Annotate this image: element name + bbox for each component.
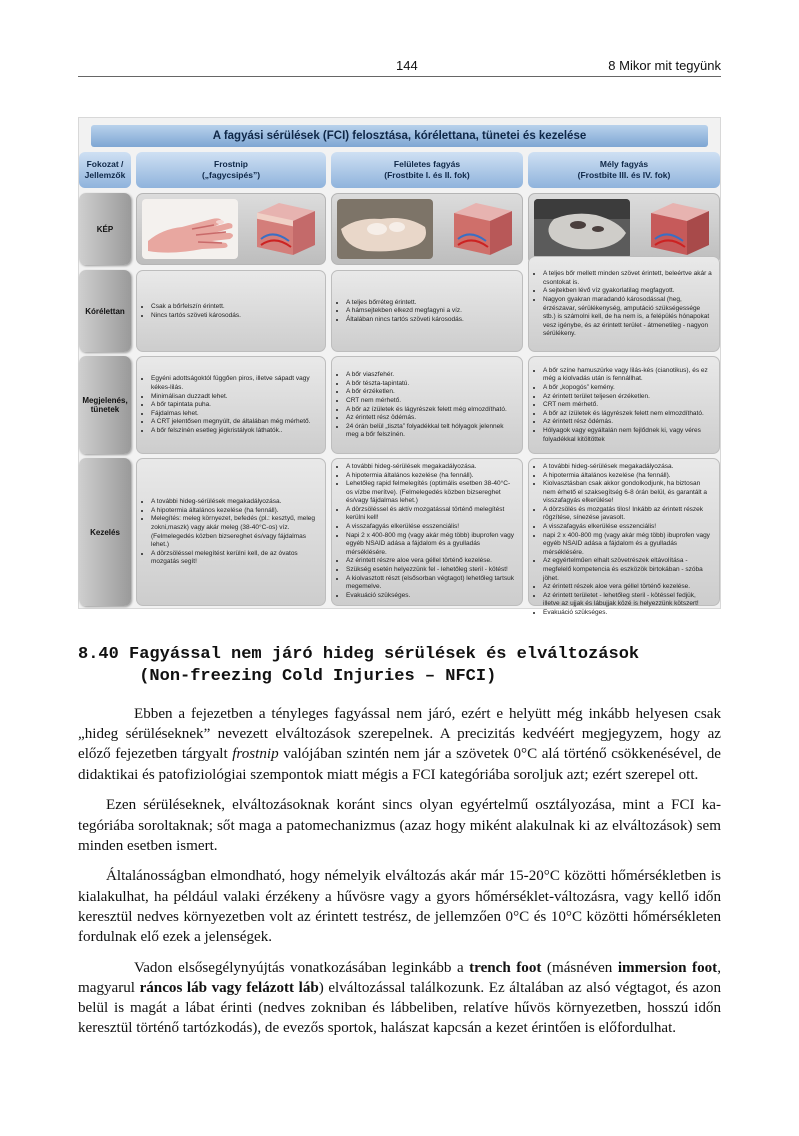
superficial-frostbite-photo <box>337 199 433 259</box>
section-heading <box>78 644 639 688</box>
fci-table-figure <box>78 117 721 616</box>
bullet-item: • A dörzsöléssel melegítést kerülni kell, de az óvatos mozgatás segít! <box>151 550 319 567</box>
page-header <box>78 54 721 77</box>
section-heading-line1: 8.40 Fagyással nem járó hideg sérülések és elváltozások <box>78 645 640 664</box>
bullet-item: • A visszafagyás elkerülése esszenciális! <box>543 523 713 532</box>
bullet-item: • A bőr az ízületek és lágyrészek felett nem elmozdítható. <box>543 410 713 419</box>
bullet-list <box>338 299 464 325</box>
bullet-item: • A hipotermia általános kezelése (ha fennáll). <box>346 472 516 481</box>
bullet-item: • Evakuáció szükséges. <box>543 609 713 618</box>
bullet-item: • Szükség esetén helyezzünk fel - lehetőleg steril - kötést! <box>346 566 516 575</box>
row-label-symptoms-line1: Megjelenés, <box>82 396 128 405</box>
symptoms-superficial <box>331 356 523 454</box>
column-header-line1: Frostnip <box>214 159 248 170</box>
bullet-item: • CRT nem mérhető. <box>543 401 713 410</box>
image-cell-deep <box>528 193 720 265</box>
bullet-item: • napi 2 x 400-800 mg (vagy akár még több) ibuprofen vagy egyéb NSAID adása a fájdalom és a gyulladás mérséklésére. <box>543 532 713 558</box>
paragraph: Ezen sérüléseknek, elváltozásoknak koránt sincs olyan egyértelmű osztályozása, mint a FCI kategóriába soroltaknak; sőt maga a patomechanizmus (azaz hogy miként alakulnak ki az elváltozások) sem minden esetben ismert. <box>78 797 721 854</box>
bullet-item: • Nincs tartós szöveti károsodás. <box>151 312 241 321</box>
column-header-line1: Felületes fagyás <box>393 159 461 170</box>
text-run: Vadon elsősegélynyújtás vonatkozásában leginkább a <box>134 959 470 976</box>
bullet-item: • A hámsejtekben elkezd megfagyni a víz. <box>346 307 464 316</box>
text-run: (másnéven <box>541 959 618 976</box>
bold-term: immersion foot <box>617 959 718 976</box>
symptoms-frostnip <box>136 356 326 454</box>
bullet-item: • A dörzsöléssel és aktív mozgatással történő melegítést kerülni kell! <box>346 506 516 523</box>
column-header-frostnip <box>136 152 326 188</box>
body-text <box>78 704 721 1049</box>
column-header-line2: („fagycsipés”) <box>201 170 261 180</box>
bullet-item: • Fájdalmas lehet. <box>151 410 319 419</box>
bullet-item: • Lehetőleg rapid felmelegítés (optimális esetben 38-40°C-os vízbe merítve). (Felmelegedés közben bizsereghet és/vagy fájdalmas lehet.) <box>346 480 516 506</box>
bullet-item: • A CRT jelentősen megnyúlt, de általában még mérhető. <box>151 418 319 427</box>
bullet-item: • A további hideg-sérülések megakadályozása. <box>346 463 516 472</box>
bullet-list <box>338 463 516 600</box>
treatment-superficial <box>331 458 523 606</box>
image-cell-superficial <box>331 193 523 265</box>
bullet-item: • Melegítés: meleg környezet, befedés (pl.: kesztyű, meleg zokni,maszk) vagy akár meleg (38-40°C-os) víz. (Felmelegedés közben bizsereghet és/vagy fájdalmas lehet.) <box>151 515 319 549</box>
text-run: , magyarul <box>78 959 721 996</box>
bullet-item: • Az egyértelműen elhalt szövetrészek eltávolítása - megfelelő kompetencia és eszközök birtokában - szóba jöhet. <box>543 557 713 583</box>
bullet-list <box>535 367 713 444</box>
bullet-item: • Csak a bőrfelszín érintett. <box>151 303 241 312</box>
bullet-item: • A hipotermia általános kezelése (ha fennáll). <box>151 507 319 516</box>
pathophysiology-superficial <box>331 270 523 352</box>
column-header-superficial <box>331 152 523 188</box>
symptoms-deep <box>528 356 720 454</box>
row-label-image: KÉP <box>79 193 131 265</box>
bullet-item: • Az érintett részek aloe vera géllel történő kezelése. <box>543 583 713 592</box>
text-run: valójában szintén nem jár a szövetek 0°C alá történő csökkenésével, de didaktikai és patofiziológiai szempontok miatt mégis a FCI kategóriába soroljuk azt; ezért szerepel ott. <box>78 746 721 783</box>
row-label-symptoms-line2: tünetek <box>90 405 120 414</box>
bullet-item: • Hólyagok vagy egyáltalán nem fejlődnek ki, vagy véres folyadékkal kitöltöttek <box>543 427 713 444</box>
bullet-item: • A bőr tészta-tapintatú. <box>346 380 516 389</box>
figure-title: A fagyási sérülések (FCI) felosztása, kórélettana, tünetei és kezelése <box>91 125 708 147</box>
bullet-item: • A visszafagyás elkerülése esszenciális! <box>346 523 516 532</box>
page-number: 144 <box>396 58 418 73</box>
text-run: ) elváltozással találkozunk. Ez általában az alsó végtagot, és azon belül is magát a lábat érinti (nedves zokniban és lábbeliben, relatíve hűvös környezetben, hosszú időn keresztül történő tartózkodás), de evezős sportok, halászat kapcsán a kezet érintően is előfordulhat. <box>78 979 721 1037</box>
paragraph <box>78 958 721 1039</box>
bullet-item: • A további hideg-sérülések megakadályozása. <box>151 498 319 507</box>
image-cell-frostnip <box>136 193 326 265</box>
bullet-item: • A bőr viaszfehér. <box>346 371 516 380</box>
bullet-item: • A további hideg-sérülések megakadályozása. <box>543 463 713 472</box>
bullet-list <box>143 303 241 320</box>
bullet-item: • CRT nem mérhető. <box>346 397 516 406</box>
bullet-list <box>535 463 713 617</box>
row-label-pathophysiology: Kórélettan <box>79 270 131 352</box>
bullet-item: • A teljes bőr mellett minden szövet érintett, beleértve akár a csontokat is. <box>543 270 713 287</box>
pathophysiology-deep <box>528 256 720 352</box>
deep-frostbite-photo <box>534 199 630 259</box>
row-label-symptoms <box>79 356 131 454</box>
paragraph <box>78 704 721 785</box>
column-header-line1: Mély fagyás <box>599 159 649 170</box>
italic-term: frostnip <box>232 746 279 763</box>
bullet-item: • A teljes bőrréteg érintett. <box>346 299 464 308</box>
bullet-list <box>535 270 713 339</box>
bold-term: trench foot <box>469 959 542 976</box>
text-run: Ebben a fejezetben a tényleges fagyással nem járó, ezért e helyütt még inkább helyesen csak „hideg sérüléseknek” nevezett elváltozások szerepelnek. A precizitás kedvéért megjegyzem, hogy az előző fejezetben tárgyalt <box>78 706 721 763</box>
bullet-item: • Evakuáció szükséges. <box>346 592 516 601</box>
pathophysiology-frostnip <box>136 270 326 352</box>
bullet-item: • A bőr felszínén esetleg jégkristályok láthatók.. <box>151 427 319 436</box>
corner-header <box>79 152 131 188</box>
column-header-deep <box>528 152 720 188</box>
bullet-item: • 24 órán belül „tiszta” folyadékkal telt hólyagok jelennek meg a bőr felszínén. <box>346 423 516 440</box>
bullet-item: • A bőr „kopogós” kemény. <box>543 384 713 393</box>
skin-layers-diagram <box>643 199 713 259</box>
corner-header-line2: Jellemzők <box>84 170 126 180</box>
treatment-deep <box>528 458 720 616</box>
bold-term: ráncos láb vagy felázott láb <box>139 979 319 996</box>
bullet-list <box>338 371 516 440</box>
row-label-treatment: Kezelés <box>79 458 131 606</box>
section-heading-line2: (Non-freezing Cold Injuries – NFCI) <box>78 667 497 686</box>
bullet-item: • Minimálisan duzzadt lehet. <box>151 393 319 402</box>
bullet-item: • Napi 2 x 400-800 mg (vagy akár még több) ibuprofen vagy egyéb NSAID adása a fájdalom és a gyulladás mérséklésére. <box>346 532 516 558</box>
bullet-list <box>143 375 319 435</box>
frostnip-hand-photo <box>142 199 238 259</box>
bullet-item: • A hipotermia általános kezelése (ha fennáll). <box>543 472 713 481</box>
bullet-item: • A dörzsölés és mozgatás tilos! Inkább az érintett részek rögzítése, sínezése javasolt. <box>543 506 713 523</box>
column-header-line2: (Frostbite III. és IV. fok) <box>577 170 671 180</box>
skin-layers-diagram <box>249 199 319 259</box>
bullet-item: • Kiolvasztásban csak akkor gondolkodjunk, ha biztosan nem érhető el szaksegítség 6-8 órán belül, és garantált a visszafagyás elkerülése! <box>543 480 713 506</box>
treatment-frostnip <box>136 458 326 606</box>
bullet-item: • A bőr színe hamuszürke vagy lilás-kés (cianotikus), és ez még a kiolvadás után is fennállhat. <box>543 367 713 384</box>
corner-header-line1: Fokozat / <box>86 159 124 170</box>
bullet-item: • Az érintett rész ödémás. <box>543 418 713 427</box>
bullet-item: • Nagyon gyakran maradandó károsodással (heg, érzészavar, sérülékenység, amputáció szükségessége stb.) is számolni kell, de ha nem is, a felépülés hónapokat vesz igénybe, és az érintett terület - átmenetileg - nagyon sérülékeny. <box>543 296 713 339</box>
bullet-item: • Az érintett részre aloe vera géllel történő kezelése. <box>346 557 516 566</box>
bullet-item: • A kiolvasztott részt (elsősorban végtagot) lehetőleg tartsuk megemelve. <box>346 575 516 592</box>
bullet-item: • Az érintett rész ödémás. <box>346 414 516 423</box>
bullet-item: • Az érintett terület teljesen érzéketlen. <box>543 393 713 402</box>
paragraph: Általánosságban elmondható, hogy némelyik elváltozás akár már 15-20°C közötti hőmérsékletben is kialakulhat, ha például valaki érzékeny a hűvösre vagy a gyors hőmérséklet-változásra, vagy kellő időn keresztül nedves környezetben volt az érintett testrész, de jellemzően 0°C és 10°C közötti hőmérsékleten fordulnak elő ezek a jelenségek. <box>78 868 721 946</box>
bullet-item: • A bőr az ízületek és lágyrészek felett még elmozdítható. <box>346 406 516 415</box>
bullet-item: • Az érintett területet - lehetőleg steril - kötéssel fedjük, illetve az ujjak és lábujjak közé is helyezzünk kötszert! <box>543 592 713 609</box>
bullet-list <box>143 498 319 567</box>
skin-layers-diagram <box>446 199 516 259</box>
column-header-line2: (Frostbite I. és II. fok) <box>384 170 470 180</box>
bullet-item: • A bőr érzéketlen. <box>346 388 516 397</box>
bullet-item: • Egyéni adottságoktól függően piros, illetve sápadt vagy kékes-lilás. <box>151 375 319 392</box>
bullet-item: • Általában nincs tartós szöveti károsodás. <box>346 316 464 325</box>
bullet-item: • A sejtekben lévő víz gyakorlatilag megfagyott. <box>543 287 713 296</box>
bullet-item: • A bőr tapintata puha. <box>151 401 319 410</box>
chapter-title: 8 Mikor mit tegyünk <box>608 58 721 73</box>
